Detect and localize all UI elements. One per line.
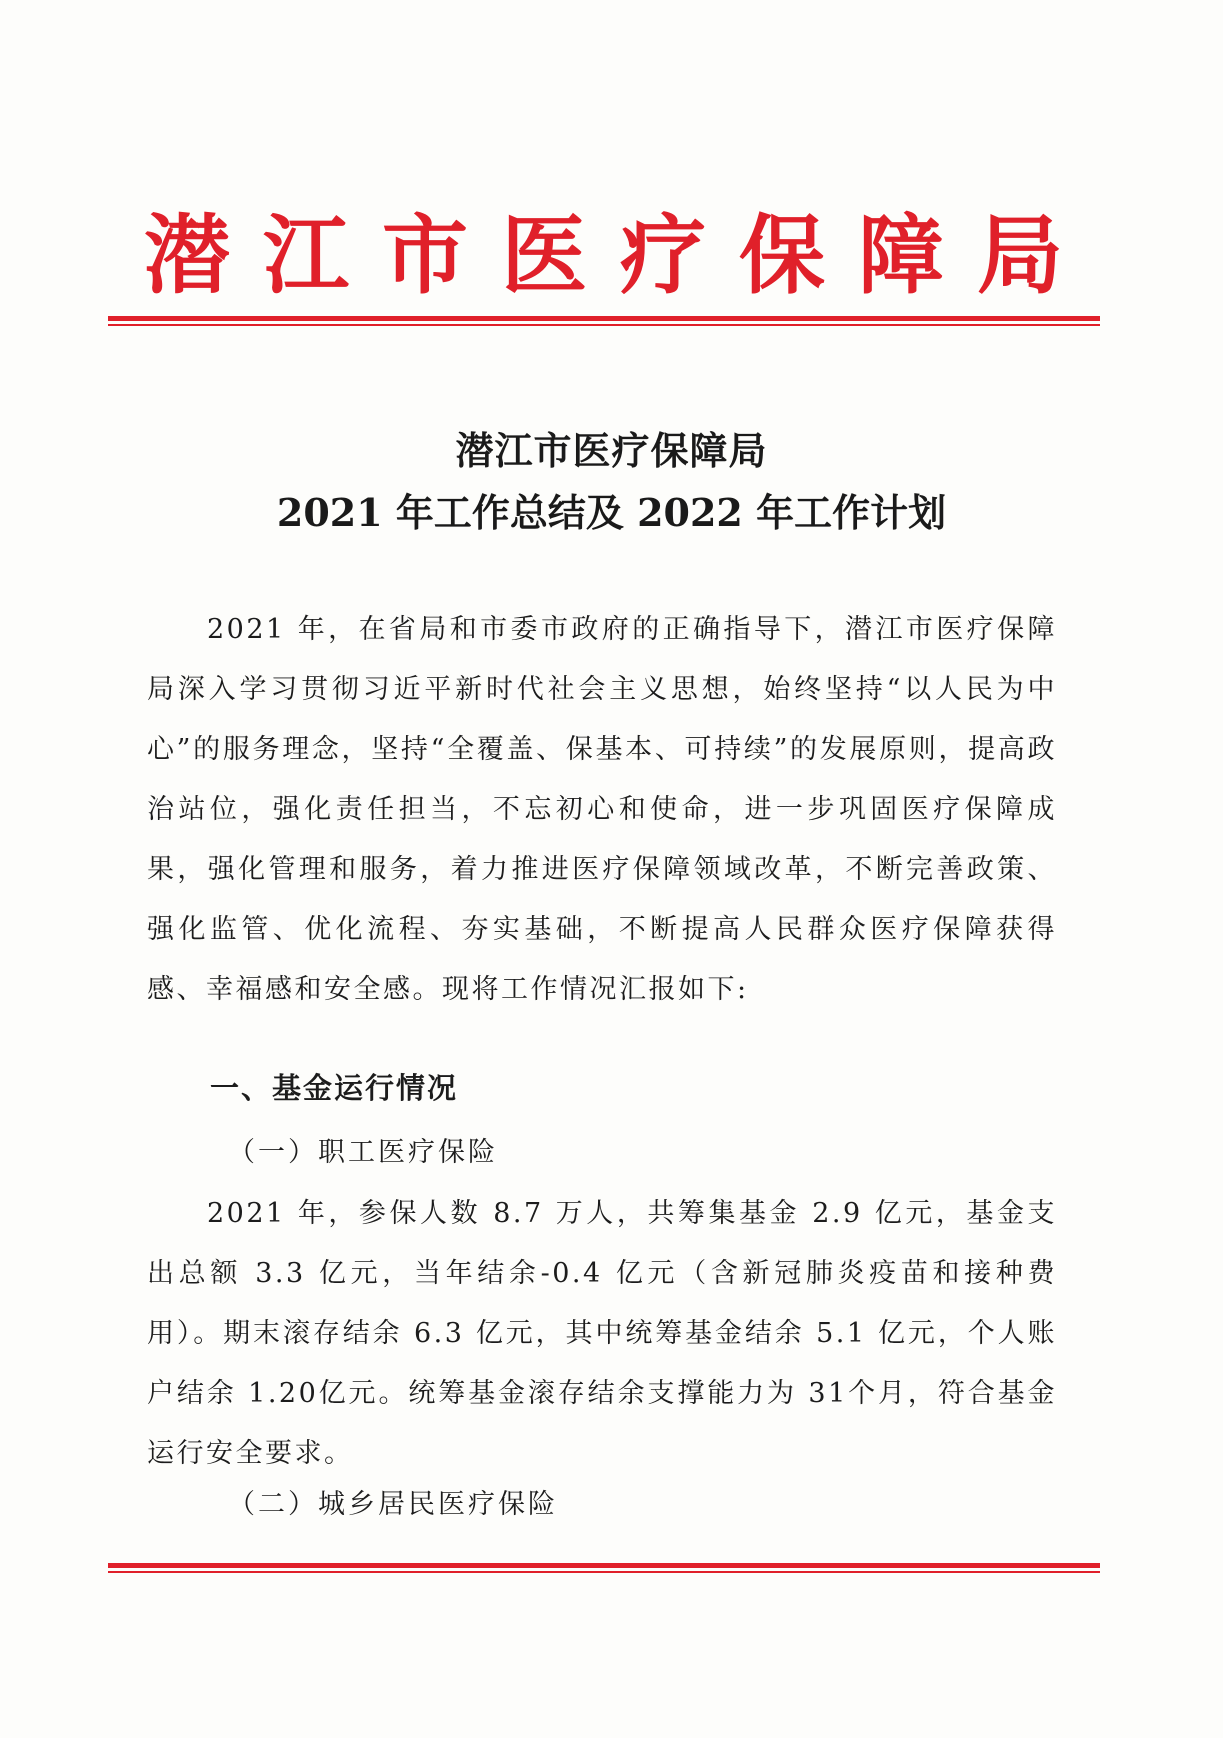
subsection-heading-resident-insurance: （二）城乡居民医疗保险 (228, 1489, 558, 1520)
document-title-line1: 潜江市医疗保障局 (455, 428, 768, 473)
footer-red-rule (108, 1563, 1100, 1573)
document-title-line2: 2021 年工作总结及 2022 年工作计划 (276, 490, 947, 535)
section-heading: 一、基金运行情况 (210, 1071, 459, 1105)
subsection-heading-employee-insurance: （一）职工医疗保险 (228, 1137, 498, 1168)
employee-insurance-paragraph: 2021 年，参保人数 8.7 万人，共筹集基金 2.9 亿元，基金支出总额 3.3 亿元，当年结余-0.4 亿元（含新冠肺炎疫苗和接种费用）。期末滚存结余 6.3 亿元，其中统筹基金结余 5.1 亿元，个人账户结余 1.20亿元。统筹基金滚存结余支撑能力为 31个月，符合基金运行安全要求。 (147, 1198, 1057, 1469)
masthead-red-rule (108, 316, 1100, 326)
intro-paragraph: 2021 年，在省局和市委市政府的正确指导下，潜江市医疗保障局深入学习贯彻习近平新时代社会主义思想，始终坚持“以人民为中心”的服务理念，坚持“全覆盖、保基本、可持续”的发展原则，提高政治站位，强化责任担当，不忘初心和使命，进一步巩固医疗保障成果，强化管理和服务，着力推进医疗保障领域改革，不断完善政策、强化监管、优化流程、夯实基础，不断提高人民群众医疗保障获得感、幸福感和安全感。现将工作情况汇报如下: (147, 614, 1057, 1005)
masthead-title: 潜江市医疗保障局 (144, 206, 1096, 306)
